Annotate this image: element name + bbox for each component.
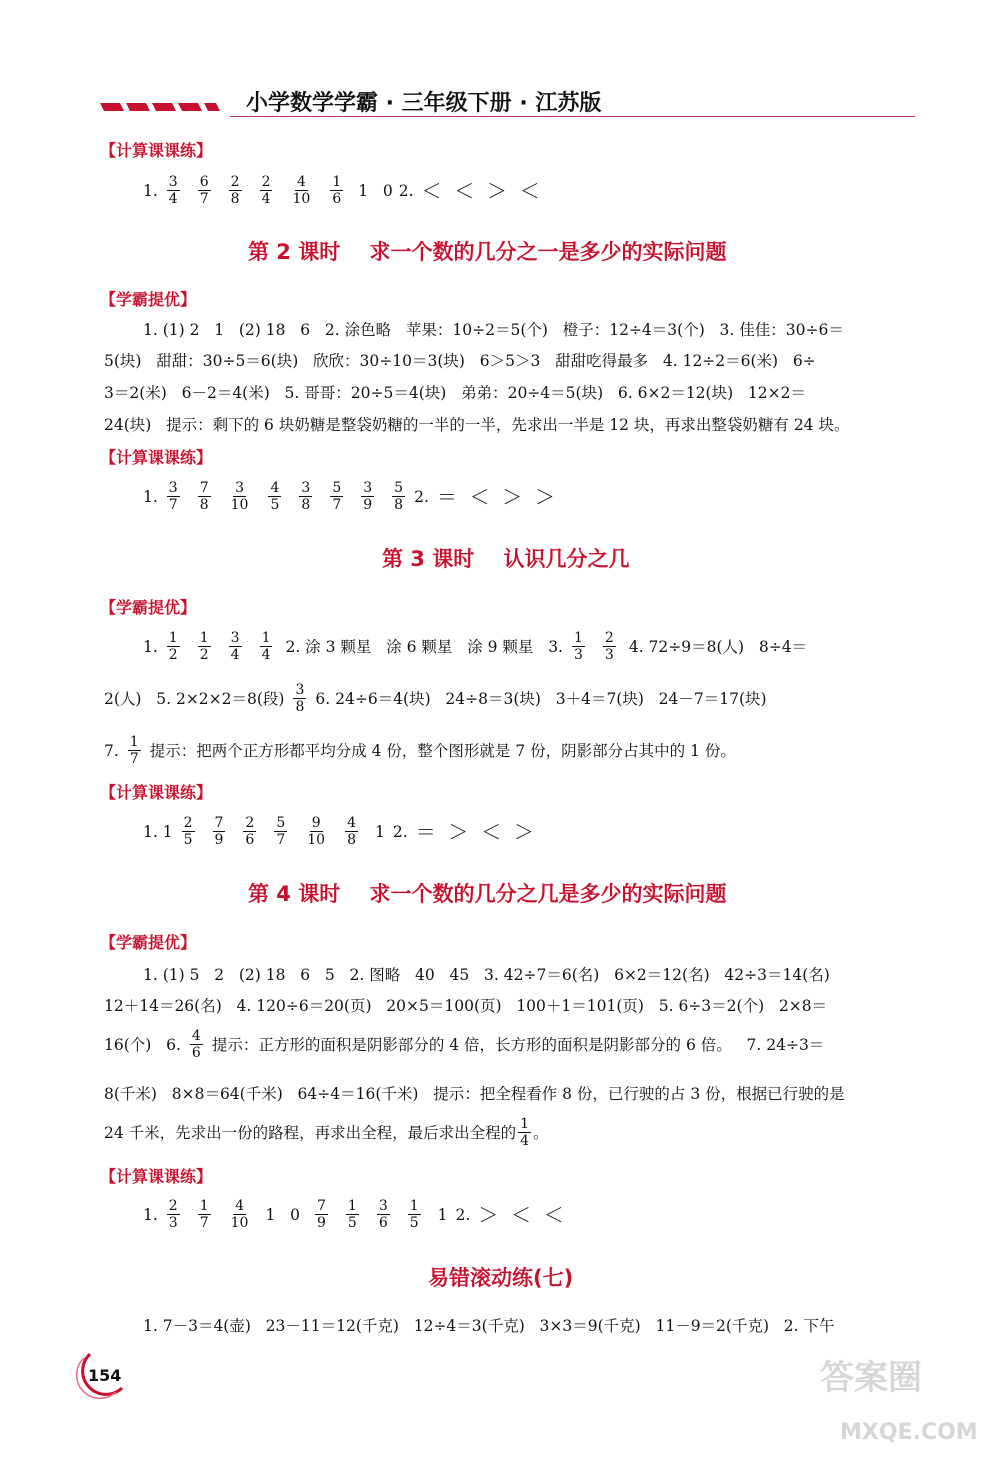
section-tag-advance: 【学霸提优】 bbox=[100, 598, 197, 617]
section-tag-advance: 【学霸提优】 bbox=[100, 290, 197, 309]
answer-line: 8(千米) 8×8＝64(千米) 64÷4＝16(千米) 提示：把全程看作 8 份，已行驶的占 3 份，根据已行驶的是 bbox=[104, 1085, 845, 1103]
fraction: $\frac{2}{4}$ bbox=[261, 174, 271, 207]
fraction: $\frac{1}{3}$ bbox=[573, 630, 583, 663]
fraction: $\frac{1}{4}$ bbox=[261, 630, 271, 663]
answer-line: 1. 7－3＝4(壶) 23－11＝12(千克) 12÷4＝3(千克) 3×3＝9(千克) 11－9＝2(千克) 2. 下午 bbox=[143, 1317, 835, 1335]
fraction: $\frac{5}{7}$ bbox=[276, 815, 286, 848]
fraction: $\frac{6}{7}$ bbox=[199, 174, 209, 207]
section-tag-calc: 【计算课课练】 bbox=[100, 783, 213, 802]
lesson-3-title: 第 3 课时 认识几分之几 bbox=[382, 547, 630, 571]
fraction: $\frac{1}{2}$ bbox=[168, 630, 178, 663]
comparison-symbols: ＝ ＜ ＞ ＞ bbox=[436, 484, 556, 509]
section-tag-calc: 【计算课课练】 bbox=[100, 141, 213, 160]
section-tag-advance: 【学霸提优】 bbox=[100, 933, 197, 952]
comparison-symbols: ＞ ＜ ＜ bbox=[478, 1202, 564, 1227]
fraction: $\frac{3}{7}$ bbox=[168, 480, 178, 513]
lesson-4-title: 第 4 课时 求一个数的几分之几是多少的实际问题 bbox=[248, 882, 727, 906]
answer-line: 24(块) 提示：剩下的 6 块奶糖是整袋奶糖的一半的一半，先求出一半是 12 块，再求出整袋奶糖有 24 块。 bbox=[104, 416, 850, 434]
answer-row: 1. 1 $\frac{2}{5}$ $\frac{7}{9}$ $\frac{2}{6}$ $\frac{5}{7}$ $\frac{9}{10}$ $\frac{4}{8}$ 1 2. ＝ ＞ ＜ ＞ bbox=[143, 815, 534, 848]
lesson-2-title: 第 2 课时 求一个数的几分之一是多少的实际问题 bbox=[248, 240, 727, 264]
header-stripe-decoration bbox=[100, 100, 220, 114]
section-tag-calc: 【计算课课练】 bbox=[100, 448, 213, 467]
fraction: $\frac{1}{7}$ bbox=[199, 1198, 209, 1231]
item-number: 1. bbox=[143, 181, 158, 200]
fraction: $\frac{5}{8}$ bbox=[394, 480, 404, 513]
answer-row: 7. $\frac{1}{7}$ 提示：把两个正方形都平均分成 4 份，整个图形就是 7 份，阴影部分占其中的 1 份。 bbox=[104, 734, 736, 767]
watermark-logo: 答案圈 bbox=[820, 1358, 922, 1398]
header-rule bbox=[230, 116, 915, 117]
fraction: $\frac{4}{10}$ bbox=[292, 174, 311, 207]
watermark-url: MXQE.COM bbox=[840, 1420, 978, 1445]
answer-row: 1. $\frac{2}{3}$ $\frac{1}{7}$ $\frac{4}{10}$ 1 0 $\frac{7}{9}$ $\frac{1}{5}$ $\frac{3}{6}$ $\frac{1}{5}$ 1 2. ＞ ＜ ＜ bbox=[143, 1198, 564, 1231]
fraction: $\frac{1}{5}$ bbox=[347, 1198, 357, 1231]
answer-row: 1. $\frac{1}{2}$ $\frac{1}{2}$ $\frac{3}{4}$ $\frac{1}{4}$ 2. 涂 3 颗星 涂 6 颗星 涂 9 颗星 3. $\frac{1}{3}$ $\frac{2}{3}$ 4. 72÷9＝8(人) 8÷4＝ bbox=[143, 630, 808, 663]
section-tag-calc: 【计算课课练】 bbox=[100, 1167, 213, 1186]
fraction: $\frac{4}{6}$ bbox=[191, 1028, 201, 1061]
fraction: $\frac{3}{6}$ bbox=[378, 1198, 388, 1231]
fraction: $\frac{3}{4}$ bbox=[168, 174, 178, 207]
answer-line: 3＝2(米) 6－2＝4(米) 5. 哥哥：20÷5＝4(块) 弟弟：20÷4＝5(块) 6. 6×2＝12(块) 12×2＝ bbox=[104, 384, 806, 402]
answer-line: 12＋14＝26(名) 4. 120÷6＝20(页) 20×5＝100(页) 100＋1＝101(页) 5. 6÷3＝2(个) 2×8＝ bbox=[104, 997, 828, 1015]
answer-row: 16(个) 6. $\frac{4}{6}$ 提示：正方形的面积是阴影部分的 4 倍，长方形的面积是阴影部分的 6 倍。 7. 24÷3＝ bbox=[104, 1028, 825, 1061]
answer-row: 1. $\frac{3}{7}$ $\frac{7}{8}$ $\frac{3}{10}$ $\frac{4}{5}$ $\frac{3}{8}$ $\frac{5}{7}$ $\frac{3}{9}$ $\frac{5}{8}$ 2. ＝ ＜ ＞ ＞ bbox=[143, 480, 556, 513]
answer-row bbox=[143, 174, 548, 207]
fraction: $\frac{4}{10}$ bbox=[230, 1198, 249, 1231]
fraction: $\frac{5}{7}$ bbox=[332, 480, 342, 513]
item-number: 2. bbox=[398, 181, 414, 200]
fraction: $\frac{7}{9}$ bbox=[214, 815, 224, 848]
fraction: $\frac{7}{9}$ bbox=[316, 1198, 326, 1231]
plain-answers: 1 0 bbox=[358, 181, 393, 200]
fraction: $\frac{7}{8}$ bbox=[199, 480, 209, 513]
page-number: 154 bbox=[88, 1366, 122, 1385]
fraction: $\frac{2}{3}$ bbox=[604, 630, 614, 663]
answer-line: 1. (1) 2 1 (2) 18 6 2. 涂色略 苹果：10÷2＝5(个) 橙子：12÷4＝3(个) 3. 佳佳：30÷6＝ bbox=[143, 321, 844, 339]
fraction: $\frac{3}{4}$ bbox=[230, 630, 240, 663]
fraction: $\frac{1}{2}$ bbox=[199, 630, 209, 663]
fraction: $\frac{2}{8}$ bbox=[230, 174, 240, 207]
fraction: $\frac{2}{5}$ bbox=[183, 815, 193, 848]
fraction: $\frac{2}{3}$ bbox=[168, 1198, 178, 1231]
fraction: $\frac{4}{8}$ bbox=[347, 815, 357, 848]
fraction: $\frac{3}{8}$ bbox=[295, 682, 305, 715]
comparison-symbols: ＝ ＞ ＜ ＞ bbox=[415, 819, 534, 844]
answer-line: 5(块) 甜甜：30÷5＝6(块) 欣欣：30÷10＝3(块) 6＞5＞3 甜甜吃得最多 4. 12÷2＝6(米) 6÷ bbox=[104, 352, 816, 370]
fraction: $\frac{1}{7}$ bbox=[129, 734, 139, 767]
comparison-symbols: ＜ ＜ ＞ ＜ bbox=[421, 178, 540, 203]
fraction: $\frac{4}{5}$ bbox=[270, 480, 280, 513]
fraction: $\frac{3}{10}$ bbox=[230, 480, 249, 513]
answer-row: 2(人) 5. 2×2×2＝8(段) $\frac{3}{8}$ 6. 24÷6＝4(块) 24÷8＝3(块) 3＋4＝7(块) 24－7＝17(块) bbox=[104, 682, 767, 715]
fraction: $\frac{3}{9}$ bbox=[363, 480, 373, 513]
answer-row: 24 千米，先求出一份的路程，再求出全程，最后求出全程的 $\frac{1}{4}$ 。 bbox=[104, 1116, 549, 1149]
fraction: $\frac{3}{8}$ bbox=[301, 480, 311, 513]
fraction: $\frac{9}{10}$ bbox=[307, 815, 326, 848]
answer-line: 1. (1) 5 2 (2) 18 6 5 2. 图略 40 45 3. 42÷7＝6(名) 6×2＝12(名) 42÷3＝14(名) bbox=[143, 966, 830, 984]
header-title: 小学数学学霸 · 三年级下册 · 江苏版 bbox=[246, 91, 602, 116]
rolling-practice-title: 易错滚动练(七) bbox=[428, 1266, 574, 1290]
fraction: $\frac{2}{6}$ bbox=[245, 815, 255, 848]
fraction: $\frac{1}{5}$ bbox=[409, 1198, 419, 1231]
fraction: $\frac{1}{4}$ bbox=[520, 1116, 530, 1149]
fraction: $\frac{1}{6}$ bbox=[332, 174, 342, 207]
